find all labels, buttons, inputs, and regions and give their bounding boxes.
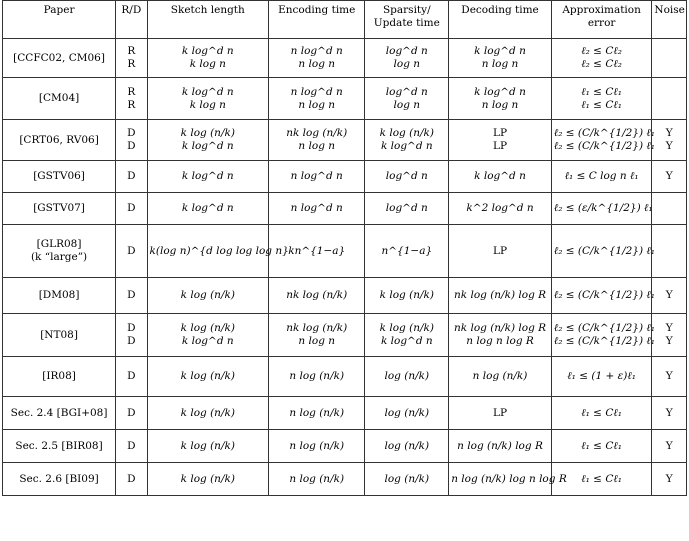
cell-sketch [147,430,269,463]
cell-sketch-line: k log n [189,58,226,70]
cell-approx [551,225,656,278]
cell-rd-line: R [127,45,136,57]
cell-noise-line: Y [665,406,673,419]
cell-noise [652,430,687,463]
cell-sketch-line: k log (n/k) [180,289,235,301]
cell-sketch [147,463,269,496]
cell-sketch [147,314,269,357]
cell-sketch [147,39,269,78]
cell-paper-line: [DM08] [38,289,80,301]
cell-sparsity-line: log (n/k) [384,439,430,452]
cell-decoding-line: n log n [481,98,519,111]
cell-noise [652,463,687,496]
cell-decoding-line: n log (n/k) log R [457,439,543,452]
header-approximation: Approximation [562,4,641,16]
header-encoding-time: Encoding time [269,1,365,39]
cell-sparsity-line: k log (n/k) [379,322,434,334]
cell-approx [551,193,652,225]
table-row [3,120,687,161]
cell-sketch-line: k log (n/k) [180,127,235,139]
cell-decoding [449,225,552,278]
cell-approx-line: ℓ₁ ≤ Cℓ₁ [581,472,622,485]
cell-approx-line: ℓ₂ ≤ (C/k^{1/2}) ℓ₁ [553,322,656,334]
cell-sparsity-line: log (n/k) [384,472,430,485]
cell-encoding [269,314,365,357]
cell-sparsity-line: n^{1−a} [381,244,433,257]
cell-paper [3,278,116,314]
cell-paper-line: [GLR08] [36,238,82,250]
cell-encoding-line: n log n [298,58,336,70]
cell-paper [3,357,116,397]
cell-approx [551,397,652,430]
cell-noise-line: Y [665,370,673,382]
header-rd: R/D [116,1,147,39]
cell-approx-line: ℓ₁ ≤ Cℓ₁ [581,439,622,452]
cell-sparsity [365,357,449,397]
header-sparsity: Sparsity/ [382,4,431,16]
cell-approx [551,357,652,397]
cell-noise [652,357,687,397]
table-row [3,314,687,357]
cell-decoding-line: LP [493,127,508,139]
header-noise: Noise [652,1,687,39]
cell-approx [551,430,652,463]
cell-paper-line: Sec. 2.6 [BI09] [19,472,99,485]
cell-sketch-line: k log^d n [181,45,234,57]
table-row [3,357,687,397]
cell-encoding-line: n log^d n [290,45,343,57]
cell-sketch [147,278,269,314]
table-row [3,430,687,463]
table-row [3,397,687,430]
cell-paper-line: [CM04] [38,92,80,104]
table-row [3,39,687,78]
cell-sparsity [365,120,449,161]
cell-encoding-line: n log (n/k) [289,472,345,485]
cell-encoding-line: n log^d n [290,202,343,214]
cell-encoding-line: kn^{1−a} [288,244,346,257]
cell-decoding-line: LP [493,406,508,419]
cell-paper [3,39,116,78]
header-decoding-time: Decoding time [449,1,552,39]
cell-encoding-line: n log n [298,335,336,347]
cell-decoding [449,78,552,120]
cell-encoding [269,430,365,463]
cell-sparsity [365,397,449,430]
cell-decoding [449,463,567,496]
cell-paper [3,314,116,357]
cell-decoding-line: LP [493,244,508,257]
cell-decoding [449,357,552,397]
cell-rd-line: D [127,406,136,419]
cell-encoding-line: n log^d n [290,170,343,182]
cell-decoding [449,193,552,225]
cell-paper [3,225,116,278]
cell-rd [116,78,147,120]
cell-sketch-line: k log^d n [181,140,234,152]
cell-approx-line: ℓ₁ ≤ Cℓ₁ [581,406,622,419]
cell-decoding-line: k log^d n [474,170,526,182]
cell-sparsity [365,225,449,278]
cell-sparsity-line: log (n/k) [384,406,430,419]
cell-sparsity-line: k log^d n [380,140,433,152]
cell-decoding-line: k^2 log^d n [466,202,534,214]
cell-sketch-line: k log (n/k) [180,406,235,419]
table-row [3,78,687,120]
cell-rd-line: D [127,127,136,139]
cell-sketch [147,161,269,193]
cell-approx-line: ℓ₂ ≤ (C/k^{1/2}) ℓ₁ [553,140,656,152]
cell-sparsity-line: log^d n [385,170,428,182]
cell-approx-line: ℓ₁ ≤ (1 + ε)ℓ₁ [567,370,636,382]
cell-sketch-line: k log (n/k) [180,439,235,452]
header-sketch-length: Sketch length [147,1,269,39]
cell-noise [652,39,687,78]
cell-encoding-line: n log (n/k) [289,370,345,382]
cell-approx [551,39,652,78]
cell-decoding-line: nk log (n/k) log R [454,322,547,334]
cell-sketch [147,193,269,225]
cell-approx-line: ℓ₂ ≤ (C/k^{1/2}) ℓ₁ [553,289,656,301]
cell-sketch-line: k log (n/k) [180,370,235,382]
cell-approx-line: ℓ₂ ≤ Cℓ₂ [581,45,622,57]
cell-rd [116,193,147,225]
cell-sparsity-line: log^d n [385,85,428,98]
cell-decoding-line: nk log (n/k) log R [454,289,547,301]
header-paper: Paper [3,1,116,39]
cell-decoding [449,120,552,161]
cell-encoding-line: n log (n/k) [289,439,345,452]
cell-sketch-line: k log (n/k) [180,472,235,485]
cell-noise-line: Y [665,127,673,139]
cell-rd-line: D [127,335,136,347]
cell-sketch [147,78,269,120]
cell-approx-line: ℓ₂ ≤ (ε/k^{1/2}) ℓ₁ [553,202,653,214]
comparison-table [2,0,687,496]
cell-paper [3,120,116,161]
cell-encoding [269,357,365,397]
cell-sparsity [365,193,449,225]
cell-approx-line: ℓ₂ ≤ Cℓ₂ [581,58,622,70]
cell-rd-line: D [127,170,136,182]
cell-encoding [269,463,365,496]
cell-encoding-line: n log n [298,98,336,111]
cell-rd-line: R [127,58,136,70]
cell-encoding [269,78,365,120]
cell-paper-line: [GSTV06] [33,170,85,182]
cell-noise [652,78,687,120]
cell-rd-line: D [127,244,136,257]
cell-rd-line: D [127,202,136,214]
cell-rd-line: R [127,85,136,98]
cell-encoding-line: n log n [298,140,336,152]
cell-encoding [269,193,365,225]
cell-approx [551,161,652,193]
header-approximation-error [551,1,652,39]
cell-paper-line: (k “large”) [30,251,88,263]
cell-sparsity-line: k log^d n [380,335,433,347]
cell-decoding [449,314,552,357]
cell-sketch-line: k log (n/k) [180,322,235,334]
cell-rd-line: D [127,370,136,382]
cell-noise-line: Y [665,170,673,182]
cell-encoding-line: nk log (n/k) [286,322,348,334]
cell-encoding-line: n log (n/k) [289,406,345,419]
cell-paper-line: [CCFC02, CM06] [13,51,105,64]
cell-paper [3,78,116,120]
cell-decoding-line: n log n [481,58,519,70]
cell-sketch [147,397,269,430]
cell-noise [652,161,687,193]
cell-decoding [449,278,552,314]
cell-decoding [449,39,552,78]
cell-decoding [449,161,552,193]
cell-paper [3,463,116,496]
cell-decoding-line: k log^d n [474,85,526,98]
cell-noise [652,278,687,314]
cell-rd [116,120,147,161]
cell-noise [652,193,687,225]
cell-approx-line: ℓ₁ ≤ Cℓ₁ [581,98,622,111]
cell-approx [551,314,656,357]
cell-decoding-line: LP [493,140,508,152]
cell-paper-line: [NT08] [40,328,78,341]
cell-approx [551,78,652,120]
header-sparsity-update [365,1,449,39]
cell-sketch [147,357,269,397]
cell-rd [116,161,147,193]
cell-rd [116,397,147,430]
cell-noise-line: Y [665,140,673,152]
cell-paper [3,161,116,193]
cell-noise-line: Y [665,439,673,452]
cell-paper-line: Sec. 2.5 [BIR08] [15,439,103,452]
cell-decoding-line: n log (n/k) [472,370,528,382]
cell-sketch [147,120,269,161]
cell-sparsity [365,78,449,120]
cell-rd-line: D [127,289,136,301]
cell-sketch-line: k log^d n [181,335,234,347]
cell-decoding-line: k log^d n [474,45,526,57]
table-row [3,161,687,193]
cell-rd [116,430,147,463]
cell-rd [116,463,147,496]
cell-sketch-line: k log^d n [181,202,234,214]
cell-sparsity-line: k log (n/k) [379,289,434,301]
header-update: Update time [373,17,440,29]
header-row [3,1,687,39]
cell-approx-line: ℓ₂ ≤ (C/k^{1/2}) ℓ₁ [553,127,656,139]
header-error: error [587,17,616,29]
cell-encoding [269,39,365,78]
cell-approx-line: ℓ₂ ≤ (C/k^{1/2}) ℓ₁ [553,335,656,347]
table-row [3,225,687,278]
cell-noise-line: Y [665,472,673,485]
cell-sparsity-line: log n [393,58,421,70]
cell-noise [652,397,687,430]
cell-sparsity [365,314,449,357]
cell-rd [116,278,147,314]
cell-paper [3,193,116,225]
cell-encoding-line: n log^d n [290,85,343,98]
table-row [3,193,687,225]
cell-sparsity [365,39,449,78]
cell-rd-line: D [127,140,136,152]
cell-sparsity [365,430,449,463]
cell-approx [551,278,656,314]
cell-decoding-line: n log (n/k) log n log R [451,472,567,485]
table-row [3,278,687,314]
cell-sparsity [365,161,449,193]
cell-encoding-line: nk log (n/k) [286,289,348,301]
cell-sparsity-line: log (n/k) [384,370,430,382]
cell-rd-line: D [127,439,136,452]
cell-decoding [449,430,552,463]
cell-noise [652,225,687,278]
cell-encoding [269,278,365,314]
cell-noise [652,120,687,161]
cell-sparsity [365,278,449,314]
cell-paper [3,397,116,430]
cell-encoding-line: nk log (n/k) [286,127,348,139]
table-body [3,39,687,496]
cell-paper-line: [GSTV07] [33,202,85,214]
cell-rd [116,39,147,78]
cell-paper [3,430,116,463]
cell-noise-line: Y [665,322,673,334]
cell-approx-line: ℓ₁ ≤ Cℓ₁ [581,85,622,98]
cell-paper-line: [CRT06, RV06] [19,133,99,146]
cell-sparsity [365,463,449,496]
cell-rd-line: D [127,322,136,334]
cell-rd-line: R [127,98,136,111]
cell-sketch-line: k log^d n [181,85,234,98]
cell-decoding-line: n log n log R [466,335,534,347]
cell-sketch-line: k log n [189,98,226,111]
cell-sparsity-line: log^d n [385,202,428,214]
cell-sketch-line: k log^d n [181,170,234,182]
cell-paper-line: Sec. 2.4 [BGI+08] [10,406,108,419]
cell-sparsity-line: log^d n [385,45,428,57]
cell-rd [116,225,147,278]
cell-noise-line: Y [665,289,673,301]
cell-approx-line: ℓ₂ ≤ (C/k^{1/2}) ℓ₁ [553,244,656,257]
cell-sketch-line: k(log n)^{d log log log n} [149,244,289,257]
cell-rd [116,314,147,357]
cell-approx [551,120,656,161]
cell-encoding [269,120,365,161]
cell-noise-line: Y [665,335,673,347]
table-row [3,463,687,496]
cell-sketch [147,225,289,278]
cell-paper-line: [IR08] [42,370,76,382]
cell-rd-line: D [127,472,136,485]
cell-approx-line: ℓ₁ ≤ C log n ℓ₁ [564,170,639,182]
cell-noise [652,314,687,357]
cell-rd [116,357,147,397]
cell-sparsity-line: log n [393,98,421,111]
cell-encoding [269,397,365,430]
cell-sparsity-line: k log (n/k) [379,127,434,139]
cell-decoding [449,397,552,430]
cell-encoding [269,161,365,193]
